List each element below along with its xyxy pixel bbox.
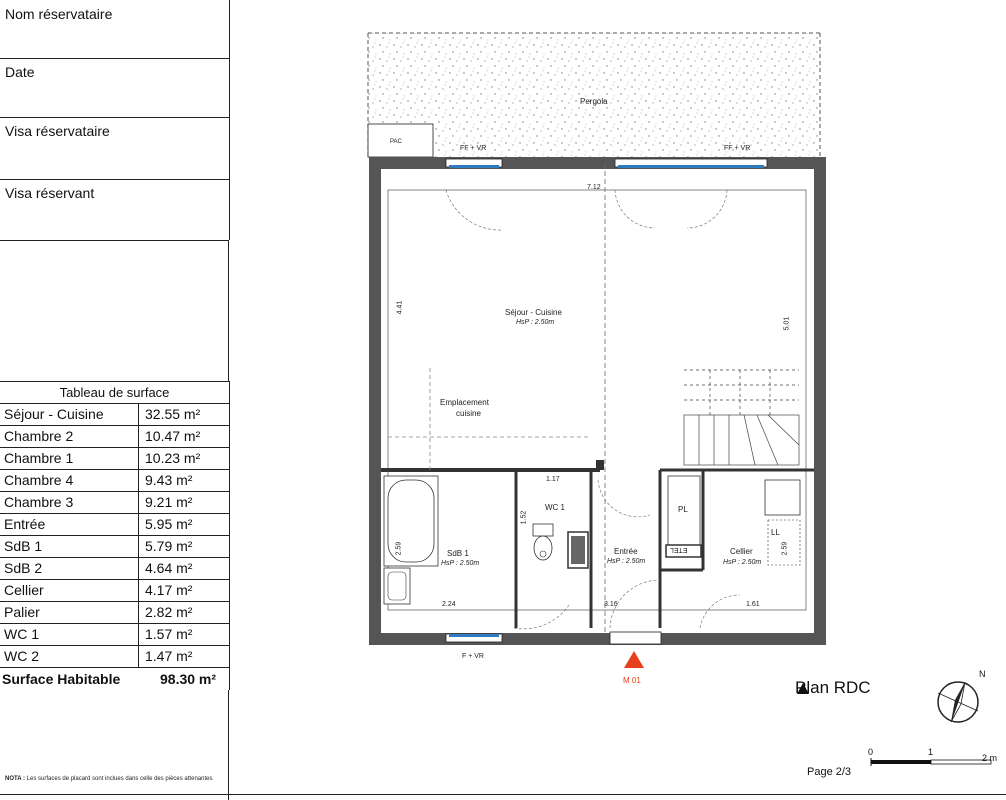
- dim-1-52: 1.52: [520, 510, 528, 525]
- visa-reservataire-label: Visa réservataire: [5, 123, 110, 139]
- wc1-label: WC 1: [545, 503, 565, 512]
- surface-room-value: 9.21 m²: [145, 494, 193, 510]
- dim-5-01: 5.01: [783, 316, 791, 331]
- surface-room-value: 10.23 m²: [145, 450, 201, 466]
- ll-label: LL: [771, 528, 780, 537]
- entree-label: Entrée: [614, 547, 638, 556]
- surface-note-text: Les surfaces de placard sont inclues dans celle des pièces attenantes: [26, 776, 213, 782]
- date-label: Date: [5, 64, 35, 80]
- surface-room-value: 9.43 m²: [145, 472, 193, 488]
- scale-2-label: 2 m: [982, 753, 998, 763]
- surface-room-name: WC 2: [0, 646, 139, 667]
- cellier-label: Cellier: [730, 547, 753, 556]
- surface-room-name: Chambre 3: [0, 492, 139, 513]
- door-swings: [446, 190, 740, 629]
- cuisine-label: cuisine: [456, 409, 481, 418]
- surface-room-name: Séjour - Cuisine: [0, 404, 139, 425]
- visa-reservant-label: Visa réservant: [5, 185, 95, 201]
- staircase: [684, 370, 799, 465]
- scale-1-label: 1: [928, 747, 934, 757]
- cellier-hsp: HsP : 2.50m: [723, 559, 762, 566]
- surface-room-name: SdB 2: [0, 558, 139, 579]
- surface-room-value: 1.47 m²: [145, 648, 193, 664]
- dim-2-59-left: 2.59: [395, 541, 403, 556]
- surface-room-name: SdB 1: [0, 536, 139, 557]
- window-bottom-label: F + VR: [462, 653, 484, 660]
- surface-room-name: Chambre 4: [0, 470, 139, 491]
- dim-2-59-right: 2.59: [781, 541, 789, 556]
- window-top-right-label: FF + VR: [724, 145, 751, 152]
- toilet: [533, 524, 553, 560]
- pergola-terrace: [368, 33, 820, 157]
- dim-3-16: 3.16: [604, 601, 618, 608]
- north-arrow: [938, 682, 978, 722]
- sejour-label: Séjour - Cuisine: [505, 308, 562, 317]
- surface-note-prefix: NOTA :: [5, 776, 25, 782]
- surface-room-value: 5.79 m²: [145, 538, 193, 554]
- sdb1-label: SdB 1: [447, 549, 469, 558]
- surface-room-name: WC 1: [0, 624, 139, 645]
- north-label: N: [979, 669, 986, 679]
- entry-marker: [624, 651, 644, 668]
- surface-room-name: Cellier: [0, 580, 139, 601]
- surface-room-value: 32.55 m²: [145, 406, 201, 422]
- dim-1-17: 1.17: [546, 476, 560, 483]
- surface-room-name: Entrée: [0, 514, 139, 535]
- surface-room-name: Palier: [0, 602, 139, 623]
- cellier-unit: [765, 480, 800, 515]
- surface-room-value: 4.17 m²: [145, 582, 193, 598]
- surface-room-value: 10.47 m²: [145, 428, 201, 444]
- window-top-left-label: FF + VR: [460, 145, 487, 152]
- scale-0-label: 0: [868, 747, 874, 757]
- entree-hsp: HsP : 2.50m: [607, 558, 646, 565]
- dim-2-24: 2.24: [442, 601, 456, 608]
- surface-room-name: Chambre 1: [0, 448, 139, 469]
- entry-marker-label: M 01: [623, 676, 641, 685]
- surface-total-value: 98.30 m²: [160, 671, 217, 687]
- nom-reservataire-label: Nom réservataire: [5, 6, 113, 22]
- sdb1-hsp: HsP : 2.50m: [441, 560, 480, 567]
- etel-label: ETEL: [670, 546, 688, 553]
- surface-room-value: 1.57 m²: [145, 626, 193, 642]
- dim-7-12: 7.12: [587, 184, 601, 191]
- pergola-label: Pergola: [580, 97, 608, 106]
- pl-label: PL: [678, 505, 688, 514]
- emplacement-label: Emplacement: [440, 398, 489, 407]
- surface-room-value: 2.82 m²: [145, 604, 193, 620]
- pac-label: PAC: [390, 139, 402, 145]
- bathtub: [384, 476, 438, 566]
- surface-room-value: 5.95 m²: [145, 516, 193, 532]
- plan-title: Plan RDC: [795, 678, 871, 697]
- surface-room-name: Chambre 2: [0, 426, 139, 447]
- front-door: [610, 632, 661, 644]
- dim-4-41: 4.41: [396, 300, 404, 315]
- sejour-hsp: HsP : 2.50m: [516, 319, 555, 326]
- dim-1-61: 1.61: [746, 601, 760, 608]
- surface-room-value: 4.64 m²: [145, 560, 193, 576]
- surface-table-title: Tableau de surface: [0, 382, 229, 404]
- page-number: Page 2/3: [807, 766, 852, 778]
- scale-bar: [871, 758, 991, 766]
- surface-total-label: Surface Habitable: [2, 671, 121, 687]
